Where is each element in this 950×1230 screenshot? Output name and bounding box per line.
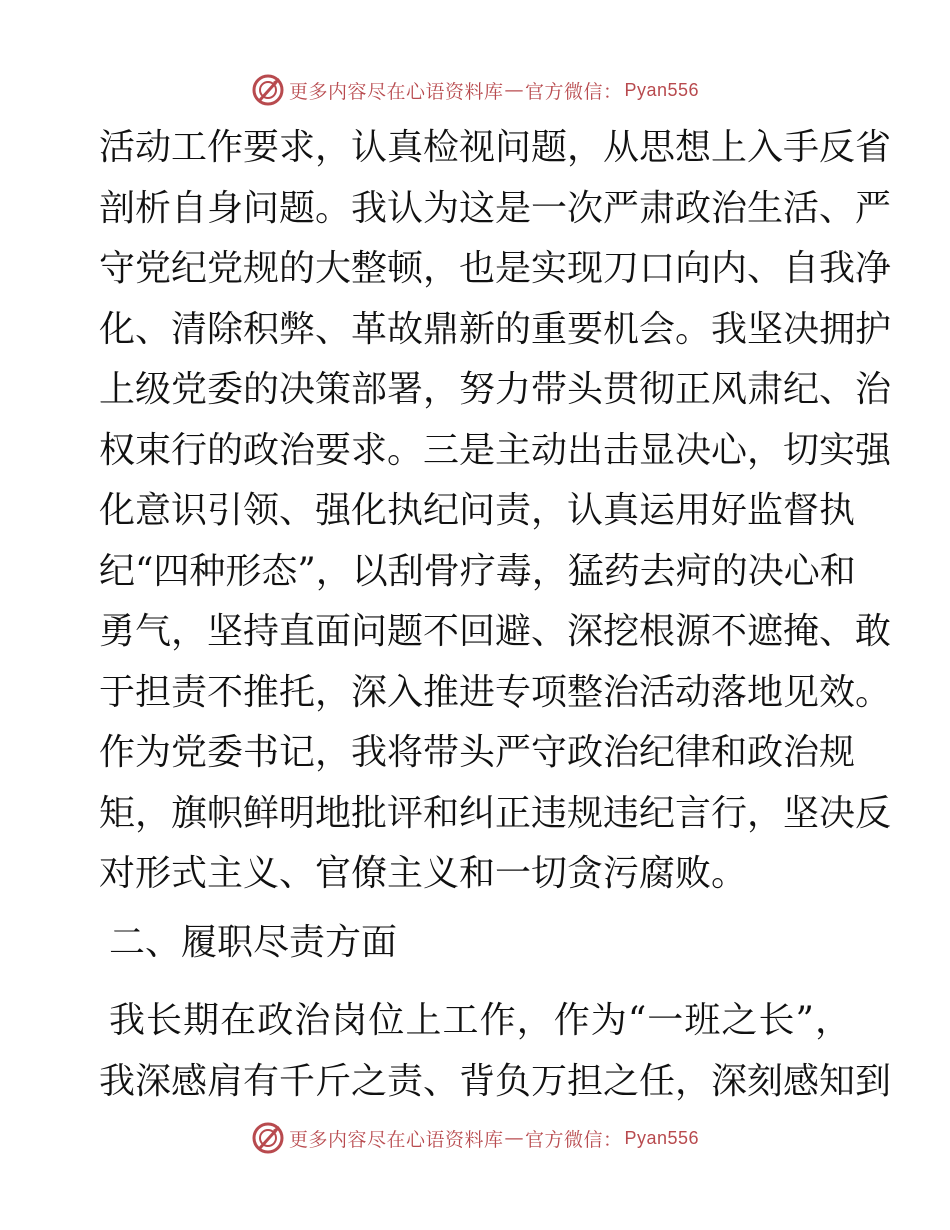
- text-line: 于担责不推托，深入推进专项整治活动落地见效。: [99, 671, 892, 713]
- wechat-label: 官方微信：: [524, 1128, 623, 1151]
- watermark-separator: —: [504, 79, 524, 101]
- wechat-label: 官方微信：: [524, 80, 623, 103]
- logo-icon: [251, 1121, 285, 1155]
- text-line: 我深感肩有千斤之责、背负万担之任，深刻感知到: [99, 1060, 892, 1102]
- text-line: 权束行的政治要求。三是主动出击显决心，切实强: [99, 429, 892, 471]
- wechat-id: Pyan556: [624, 1127, 700, 1148]
- text-line: 化意识引领、强化执纪问责，认真运用好监督执: [99, 490, 856, 531]
- watermark-text: 更多内容尽在心语资料库: [288, 80, 504, 103]
- paragraph-2: [99, 991, 892, 1112]
- text-line: 作为党委书记，我将带头严守政治纪律和政治规: [99, 732, 856, 773]
- wechat-id: Pyan556: [624, 79, 700, 100]
- text-line: 对形式主义、官僚主义和一切贪污腐败。: [99, 853, 748, 894]
- text-line: 守党纪党规的大整顿，也是实现刀口向内、自我净: [99, 248, 892, 289]
- text-line: 活动工作要求，认真检视问题，从思想上入手反省: [99, 127, 892, 168]
- text-line: 上级党委的决策部署，努力带头贯彻正风肃纪、治: [99, 369, 892, 410]
- text-line: 剖析自身问题。我认为这是一次严肃政治生活、严: [99, 187, 892, 229]
- logo-icon: [251, 73, 285, 107]
- watermark-separator: —: [504, 1127, 524, 1149]
- text-line: 矩，旗帜鲜明地批评和纠正违规违纪言行，坚决反: [99, 792, 892, 834]
- text-line: 勇气，坚持直面问题不回避、深挖根源不遮掩、敢: [99, 611, 892, 652]
- text-line: 纪“四种形态”，以刮骨疗毒，猛药去疴的决心和: [99, 550, 856, 592]
- document-body: [99, 118, 892, 1112]
- watermark-text: 更多内容尽在心语资料库: [288, 1128, 504, 1151]
- watermark-banner-bottom: [0, 1118, 950, 1158]
- paragraph-1: [99, 118, 892, 905]
- text-line: 化、清除积弊、革故鼎新的重要机会。我坚决拥护: [99, 308, 892, 350]
- text-line: 我长期在政治岗位上工作，作为“一班之长”，: [109, 1000, 851, 1041]
- section-heading: 二、履职尽责方面: [109, 921, 398, 963]
- watermark-banner-top: [0, 70, 950, 110]
